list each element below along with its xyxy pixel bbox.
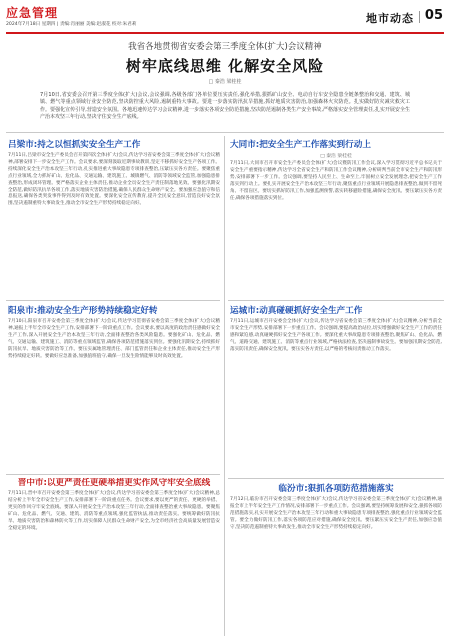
page-number-divider: [419, 11, 420, 23]
lead-byline: □ 秦浩 梁桂桂: [208, 79, 242, 85]
section-divider: [6, 132, 444, 133]
article-divider: [6, 474, 220, 475]
article-divider: [228, 300, 444, 301]
publication-brand: 应急管理: [6, 6, 59, 20]
article-lvliang: [8, 138, 220, 298]
article-datong: [230, 138, 442, 298]
article-title: 晋中市:以更严责任更硬举措更实作风守牢安全底线: [17, 478, 211, 488]
date-line: 2024年7月18日 星期四 | 责编:肖丽丽 美编:赵淑花 校对:朱君莉: [6, 22, 137, 27]
article-title: 吕梁市:持之以恒抓实安全生产工作: [8, 140, 141, 150]
article-title: 临汾市:狠抓各项防范措施落实: [278, 484, 394, 494]
article-byline: □ 秦浩 梁桂桂: [320, 154, 352, 159]
article-body: 7月10日,阳泉市召开安委会第三季度全体(扩大)会议,传达学习贯彻省安委会第三季度全体(扩大)会议精神,通报上半年全市安全生产工作,安排部署下一阶段重点工作。会议要求,要以高度的政治责任感做好安全生产工作,深入开展安全生产治本攻坚三年行动,全面排查整治各类风险隐患。要强化矿山、危化品、燃气、交通运输、建筑施工、消防等重点领域监管,确保各项防范措施落实到位。要强化汛期安全,持续抓好防汛抗旱、地质灾害防治等工作。要压实属地管理责任、部门监管责任和企业主体责任,推动安全生产形势持续稳定好转。要做好应急准备,加强值班值守,确保一旦发生险情能够及时高效处置。: [8, 319, 220, 359]
article-title: 大同市:把安全生产工作落实到行动上: [230, 140, 371, 150]
lead-story-header: [0, 40, 450, 85]
article-title: 运城市:动真碰硬抓好安全生产工作: [230, 306, 363, 316]
lead-paragraph: 7月10日,省安委会召开第三季度全体(扩大)会议,会议强调,各级各部门各单位要压实责任,强化举措,狠抓矿山安全、电动自行车安全隐患全链条整治和交通、建筑、城镇、燃气等重点领域行业安全防范,坚决防控重大风险,遏制重特大事故。要进一步落实防汛抗旱措施,抓好地质灾害防治,加强森林火灾防范。扎实做好防灾减灾救灾工作。要强化宣传引导,营造安全氛围。各地迅速传达学习会议精神,进一步落实各项安全防范措施,坚决防范遏制各类生产安全事故,严格落实安全管理责任,扎实开展安全生产治本攻坚三年行动,坚决守住安全生产底线。: [40, 92, 410, 121]
article-body: 7月11日,运城市召开安委会全体(扩大)会议,传达学习省安委会第三季度全体(扩大)会议精神,分析当前全市安全生产形势,安排部署下一步重点工作。会议强调,要提高政治站位,切实增强做好安全生产工作的责任感和紧迫感,动真碰硬抓好安全生产各项工作。要深化重大事故隐患专项排查整治,聚焦矿山、危化品、燃气、道路交通、建筑施工、消防等重点行业领域,严格执法检查,坚决遏制事故发生。要加强汛期安全防范,落实防汛责任,确保安全度汛。要压实各方责任,以严格的考核问责推动工作落实。: [230, 319, 442, 352]
article-body: 7月11日,吕梁市安全生产委员会召开第四次全体(扩大)会议,传达学习省安委会第三季度全体(扩大)会议精神,部署安排下一步安全生产工作。会议要求,要深刻汲取近期事故教训,坚定不移抓好安全生产各项工作。持续深化安全生产治本攻坚三年行动,扎实推进重大事故隐患专项排查整治,压紧压实各方责任。要聚焦重点行业领域,全力抓好矿山、危化品、交通运输、建筑施工、城镇燃气、消防等领域安全监管,加强隐患排查整治,形成闭环管理。要严格落实企业主体责任,推动企业全员安全生产责任制落地见效。要强化汛期安全防范,做好防汛抗旱各项工作,落实地质灾害防治措施,确保人民群众生命财产安全。要加强应急值守和信息报送,确保各类突发事件得到及时有效处置。要深化安全宣传教育,提升全民安全意识,营造良好安全氛围,坚决遏制重特大事故发生,推动全市安全生产形势持续稳定向好。: [8, 153, 220, 207]
lead-kicker: 我省各地贯彻省安委会第三季度全体(扩大)会议精神: [128, 42, 322, 52]
article-divider: [228, 478, 444, 479]
lead-headline: 树牢底线思维 化解安全风险: [125, 57, 325, 75]
article-linfen: [230, 482, 442, 638]
masthead-rule: [6, 32, 444, 34]
column-divider: [224, 136, 225, 636]
article-body: 7月11日,晋中市召开安委会第三季度全体(扩大)会议,传达学习省安委会第三季度全体(扩大)会议精神,总结分析上半年全市安全生产工作,安排部署下一阶段重点任务。会议要求,要以更严的责任、更硬的举措、更实的作风守牢安全底线。要深入开展安全生产治本攻坚三年行动,全面排查整治重大事故隐患。要聚焦矿山、危化品、燃气、交通、建筑、消防等重点领域,强化监管执法,推动责任落实。要统筹做好防汛抗旱、地质灾害防治和森林防火等工作,切实保障人民群众生命财产安全,为全市经济社会高质量发展营造安全稳定的环境。: [8, 491, 220, 531]
section-title: 地市动态: [366, 12, 414, 25]
masthead: [0, 0, 450, 44]
article-divider: [6, 300, 220, 301]
article-yangquan: [8, 304, 220, 472]
page-number: 05: [424, 8, 443, 23]
article-jinzhong: [8, 478, 220, 638]
article-title: 阳泉市:推动安全生产形势持续稳定好转: [8, 306, 158, 316]
article-body: 7月12日,临汾市召开安委会第三季度全体(扩大)会议,传达学习省安委会第三季度全体(扩大)会议精神,通报全市上半年安全生产工作情况,安排部署下一步重点工作。会议强调,要坚持统筹发展和安全,狠抓各项防范措施落实,扎实开展安全生产治本攻坚三年行动和重大事故隐患专项排查整治,强化重点行业领域安全监管。要全力做好防汛工作,落实各项防范应对措施,确保安全度汛。要压紧压实安全生产责任,加强应急值守,坚决防范遏制重特大事故发生,推动全市安全生产形势持续稳定向好。: [230, 497, 442, 530]
article-body: 7月11日,大同市召开市安全生产委员会全体(扩大)会议暨防汛工作会议,深入学习贯彻习近平总书记关于安全生产重要指示精神,传达学习全省安全生产和防汛工作会议精神,分析研判当前全市安全生产和防汛形势,安排部署下一步工作。会议强调,要坚持人民至上、生命至上,牢固树立安全发展理念,把安全生产工作落实到行动上。要扎实开展安全生产治本攻坚三年行动,聚焦重点行业领域开展隐患排查整治,做到不留死角、不留盲区。要切实抓好防汛工作,加强监测预警,落实转移避险措施,确保安全度汛。要压紧压实各方责任,确保各项措施落实到位。: [230, 161, 442, 201]
article-yuncheng: [230, 304, 442, 476]
